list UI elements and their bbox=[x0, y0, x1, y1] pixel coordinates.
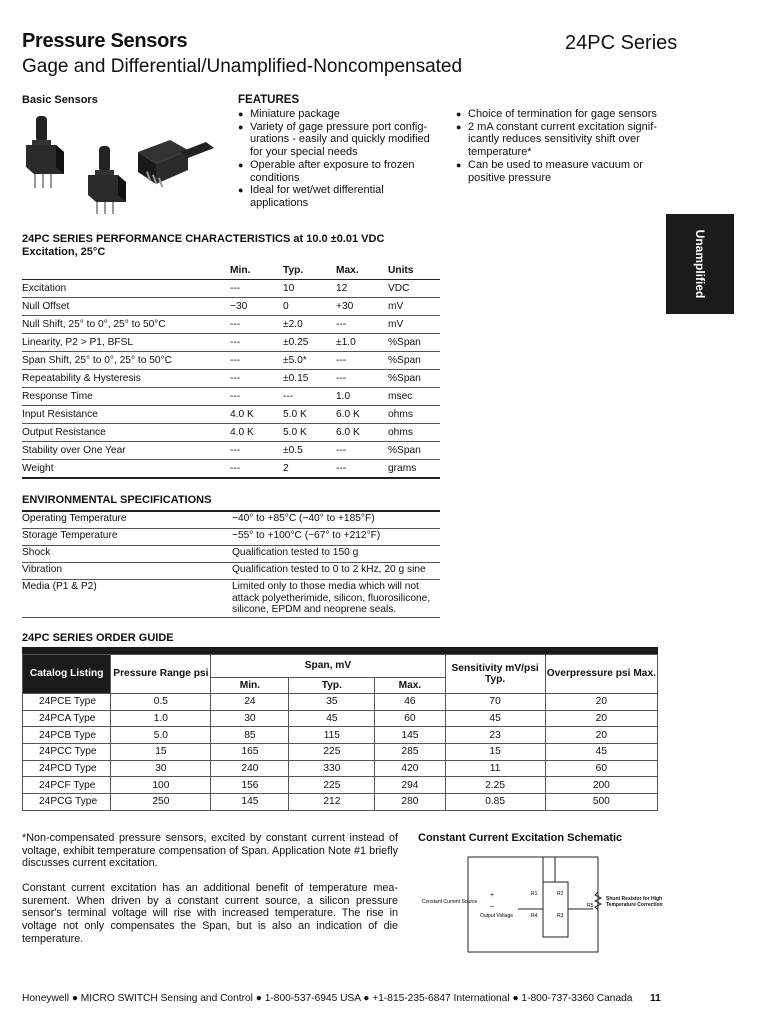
table-row bbox=[23, 694, 658, 711]
table-cell: Repeatability & Hysteresis bbox=[22, 370, 230, 388]
table-cell: msec bbox=[388, 388, 440, 406]
feature-item: ● 2 mA constant current excitation signif-icantly reduces sensitivity shift over temperature* bbox=[456, 121, 659, 159]
output-label: Output Voltage bbox=[480, 913, 514, 919]
table-cell: 85 bbox=[211, 727, 289, 744]
table-cell: 24PCE Type bbox=[23, 694, 111, 711]
table-cell: 165 bbox=[211, 744, 289, 761]
table-cell: 200 bbox=[545, 777, 657, 794]
table-cell: ±1.0 bbox=[336, 334, 388, 352]
table-cell: 46 bbox=[375, 694, 445, 711]
table-cell: 6.0 K bbox=[336, 424, 388, 442]
order-guide-bar bbox=[22, 647, 658, 654]
table-cell: --- bbox=[230, 388, 283, 406]
note-paragraph-2: Constant current excitation has an additional benefit of temperature mea-surement. When driven by a constant current source, a silicon pressure sensor's terminal voltage will rise with increased temperature. The rise in voltage not only compensates the Span, but is also an indication of die temperature. bbox=[22, 882, 398, 945]
table-cell: 24 bbox=[211, 694, 289, 711]
performance-table bbox=[22, 262, 440, 479]
table-cell: −30 bbox=[230, 298, 283, 316]
table-header-row bbox=[23, 655, 658, 678]
table-cell: --- bbox=[283, 388, 336, 406]
schematic-heading: Constant Current Excitation Schematic bbox=[418, 832, 623, 844]
table-cell: 225 bbox=[289, 777, 375, 794]
table-cell: 24PCD Type bbox=[23, 760, 111, 777]
basic-sensors-label: Basic Sensors bbox=[22, 94, 98, 106]
table-cell: 2 bbox=[283, 460, 336, 479]
table-row bbox=[22, 424, 440, 442]
table-row bbox=[22, 352, 440, 370]
table-cell: +30 bbox=[336, 298, 388, 316]
table-cell: 24PCG Type bbox=[23, 794, 111, 811]
table-cell: ±0.15 bbox=[283, 370, 336, 388]
table-cell: Null Offset bbox=[22, 298, 230, 316]
table-cell: 30 bbox=[111, 760, 211, 777]
shunt-label: Shunt Resistor for High Temperature Correction bbox=[606, 896, 663, 908]
overpressure-header: Overpressure psi Max. bbox=[545, 655, 657, 694]
span-header: Span, mV bbox=[211, 655, 445, 678]
features-list-2 bbox=[456, 108, 659, 184]
feature-item: ● Miniature package bbox=[238, 108, 441, 121]
table-cell: ±0.5 bbox=[283, 442, 336, 460]
table-cell: 5.0 bbox=[111, 727, 211, 744]
page-subtitle: Gage and Differential/Unamplified-Noncompensated bbox=[22, 56, 463, 77]
table-cell: --- bbox=[230, 442, 283, 460]
table-cell: 5.0 K bbox=[283, 406, 336, 424]
sensitivity-header: Sensitivity mV/psi Typ. bbox=[445, 655, 545, 694]
side-tab-label: Unamplified bbox=[693, 229, 707, 299]
note-paragraph-1: *Non-compensated pressure sensors, excited by constant current instead of voltage, exhibit temperature compensation of Span. Application Note #1 briefly discusses current excitation. bbox=[22, 832, 398, 870]
table-cell: 1.0 bbox=[111, 710, 211, 727]
table-cell: 280 bbox=[375, 794, 445, 811]
feature-item: ● Variety of gage pressure port config-urations - easily and quickly modified for your special needs bbox=[238, 121, 441, 159]
side-tab bbox=[666, 214, 734, 314]
table-cell: Linearity, P2 > P1, BFSL bbox=[22, 334, 230, 352]
page-title: Pressure Sensors bbox=[22, 30, 188, 52]
table-cell: Excitation bbox=[22, 280, 230, 298]
series-name: 24PC Series bbox=[565, 32, 678, 54]
table-cell: mV bbox=[388, 316, 440, 334]
table-cell: 24PCA Type bbox=[23, 710, 111, 727]
column-header: Typ. bbox=[283, 262, 336, 280]
span-typ-header: Typ. bbox=[289, 678, 375, 694]
table-cell: 20 bbox=[545, 710, 657, 727]
table-cell: Response Time bbox=[22, 388, 230, 406]
r1-label: R1 bbox=[531, 891, 538, 897]
table-cell: %Span bbox=[388, 442, 440, 460]
minus-sign: – bbox=[490, 903, 494, 910]
table-cell: 60 bbox=[545, 760, 657, 777]
table-row bbox=[22, 511, 440, 529]
range-header: Pressure Range psi bbox=[111, 655, 211, 694]
features-heading: FEATURES bbox=[238, 94, 300, 106]
feature-item: ● Ideal for wet/wet differential applications bbox=[238, 184, 441, 209]
table-row bbox=[23, 727, 658, 744]
table-cell: 10 bbox=[283, 280, 336, 298]
page-number: 11 bbox=[650, 993, 661, 1004]
table-row bbox=[22, 529, 440, 546]
table-row bbox=[22, 460, 440, 479]
sensor-2-image bbox=[88, 146, 126, 214]
shunt-label-box bbox=[606, 896, 666, 926]
table-cell: −55° to +100°C (−67° to +212°F) bbox=[232, 529, 440, 546]
table-cell: --- bbox=[230, 316, 283, 334]
table-cell: --- bbox=[336, 370, 388, 388]
table-cell: 5.0 K bbox=[283, 424, 336, 442]
table-cell: 500 bbox=[545, 794, 657, 811]
feature-item: ● Choice of termination for gage sensors bbox=[456, 108, 659, 121]
table-cell: --- bbox=[230, 334, 283, 352]
environmental-heading: ENVIRONMENTAL SPECIFICATIONS bbox=[22, 494, 212, 506]
table-cell: 212 bbox=[289, 794, 375, 811]
table-header-row bbox=[22, 262, 440, 280]
table-cell: 45 bbox=[445, 710, 545, 727]
table-row bbox=[22, 370, 440, 388]
table-cell: Qualification tested to 0 to 2 kHz, 20 g sine bbox=[232, 563, 440, 580]
r5-label: R5 bbox=[587, 903, 594, 909]
table-cell: --- bbox=[230, 280, 283, 298]
table-cell: --- bbox=[336, 442, 388, 460]
table-cell: Output Resistance bbox=[22, 424, 230, 442]
table-cell: Qualification tested to 150 g bbox=[232, 546, 440, 563]
table-cell: 24PCB Type bbox=[23, 727, 111, 744]
feature-item: ● Can be used to measure vacuum or positive pressure bbox=[456, 159, 659, 184]
table-row bbox=[22, 406, 440, 424]
table-cell: 0.85 bbox=[445, 794, 545, 811]
table-cell: 225 bbox=[289, 744, 375, 761]
table-cell: 240 bbox=[211, 760, 289, 777]
feature-item: ● Operable after exposure to frozen conditions bbox=[238, 159, 441, 184]
table-cell: 45 bbox=[289, 710, 375, 727]
table-cell: ohms bbox=[388, 424, 440, 442]
table-row bbox=[23, 760, 658, 777]
table-cell: 30 bbox=[211, 710, 289, 727]
table-cell: VDC bbox=[388, 280, 440, 298]
table-cell: 35 bbox=[289, 694, 375, 711]
table-cell: --- bbox=[230, 370, 283, 388]
table-row bbox=[22, 316, 440, 334]
table-cell: 11 bbox=[445, 760, 545, 777]
table-row bbox=[22, 334, 440, 352]
table-cell: 4.0 K bbox=[230, 424, 283, 442]
table-row bbox=[23, 744, 658, 761]
table-cell: Shock bbox=[22, 546, 232, 563]
plus-sign: + bbox=[490, 892, 495, 899]
sensor-photo bbox=[20, 112, 220, 217]
table-row bbox=[22, 298, 440, 316]
order-guide-table bbox=[22, 654, 658, 811]
table-cell: Limited only to those media which will not attack polyetherimide, silicon, fluorosilicone, silicone, EPDM and neoprene seals. bbox=[232, 580, 440, 618]
table-cell: --- bbox=[336, 352, 388, 370]
table-row bbox=[23, 777, 658, 794]
column-header: Max. bbox=[336, 262, 388, 280]
table-cell: Span Shift, 25° to 0°, 25° to 50°C bbox=[22, 352, 230, 370]
table-row bbox=[23, 710, 658, 727]
footer-text: Honeywell ● MICRO SWITCH Sensing and Control ● 1-800-537-6945 USA ● +1-815-235-6847 International ● 1-800-737-3360 Canada bbox=[22, 993, 633, 1004]
table-cell: 4.0 K bbox=[230, 406, 283, 424]
table-cell: 24PCF Type bbox=[23, 777, 111, 794]
table-row bbox=[22, 546, 440, 563]
table-cell: 0.5 bbox=[111, 694, 211, 711]
table-cell: 24PCC Type bbox=[23, 744, 111, 761]
table-cell: 70 bbox=[445, 694, 545, 711]
table-cell: 420 bbox=[375, 760, 445, 777]
table-cell: Media (P1 & P2) bbox=[22, 580, 232, 618]
span-max-header: Max. bbox=[375, 678, 445, 694]
table-cell: −40° to +85°C (−40° to +185°F) bbox=[232, 511, 440, 529]
catalog-header: Catalog Listing bbox=[23, 655, 111, 694]
table-cell: 250 bbox=[111, 794, 211, 811]
table-cell: ±0.25 bbox=[283, 334, 336, 352]
table-cell: Vibration bbox=[22, 563, 232, 580]
order-guide-heading: 24PC SERIES ORDER GUIDE bbox=[22, 632, 174, 644]
table-cell: %Span bbox=[388, 352, 440, 370]
table-cell: Weight bbox=[22, 460, 230, 479]
table-cell: 12 bbox=[336, 280, 388, 298]
r3-label: R3 bbox=[557, 913, 564, 919]
sensor-1-image bbox=[26, 116, 64, 188]
table-cell: %Span bbox=[388, 370, 440, 388]
column-header bbox=[22, 262, 230, 280]
table-cell: 145 bbox=[211, 794, 289, 811]
table-cell: 330 bbox=[289, 760, 375, 777]
table-row bbox=[22, 388, 440, 406]
table-cell: 2.25 bbox=[445, 777, 545, 794]
span-min-header: Min. bbox=[211, 678, 289, 694]
table-cell: mV bbox=[388, 298, 440, 316]
source-label: Constant Current Source bbox=[422, 899, 478, 905]
table-cell: %Span bbox=[388, 334, 440, 352]
table-cell: Storage Temperature bbox=[22, 529, 232, 546]
table-cell: --- bbox=[230, 352, 283, 370]
table-cell: --- bbox=[230, 460, 283, 479]
table-cell: ±2.0 bbox=[283, 316, 336, 334]
environmental-table bbox=[22, 510, 440, 618]
table-row bbox=[23, 794, 658, 811]
table-cell: --- bbox=[336, 460, 388, 479]
table-cell: 45 bbox=[545, 744, 657, 761]
table-cell: Operating Temperature bbox=[22, 511, 232, 529]
table-cell: 60 bbox=[375, 710, 445, 727]
table-cell: 15 bbox=[111, 744, 211, 761]
table-cell: grams bbox=[388, 460, 440, 479]
sensor-3-image bbox=[138, 140, 214, 187]
table-cell: 156 bbox=[211, 777, 289, 794]
table-cell: 0 bbox=[283, 298, 336, 316]
table-cell: 15 bbox=[445, 744, 545, 761]
table-cell: Stability over One Year bbox=[22, 442, 230, 460]
r4-label: R4 bbox=[531, 913, 538, 919]
table-cell: 1.0 bbox=[336, 388, 388, 406]
table-cell: 20 bbox=[545, 727, 657, 744]
table-cell: 6.0 K bbox=[336, 406, 388, 424]
table-cell: 145 bbox=[375, 727, 445, 744]
constant-current-schematic bbox=[418, 852, 668, 957]
table-cell: 285 bbox=[375, 744, 445, 761]
performance-heading: 24PC SERIES PERFORMANCE CHARACTERISTICS at 10.0 ±0.01 VDC Excitation, 25°C bbox=[22, 233, 385, 258]
table-cell: 115 bbox=[289, 727, 375, 744]
table-cell: 294 bbox=[375, 777, 445, 794]
table-cell: 100 bbox=[111, 777, 211, 794]
table-row bbox=[22, 563, 440, 580]
column-header: Min. bbox=[230, 262, 283, 280]
table-cell: Input Resistance bbox=[22, 406, 230, 424]
table-cell: Null Shift, 25° to 0°, 25° to 50°C bbox=[22, 316, 230, 334]
table-row bbox=[22, 280, 440, 298]
table-cell: 23 bbox=[445, 727, 545, 744]
table-row bbox=[22, 580, 440, 618]
features-list-1 bbox=[238, 108, 441, 210]
table-cell: --- bbox=[336, 316, 388, 334]
column-header: Units bbox=[388, 262, 440, 280]
table-cell: ohms bbox=[388, 406, 440, 424]
table-cell: ±5.0* bbox=[283, 352, 336, 370]
table-row bbox=[22, 442, 440, 460]
table-cell: 20 bbox=[545, 694, 657, 711]
r2-label: R2 bbox=[557, 891, 564, 897]
